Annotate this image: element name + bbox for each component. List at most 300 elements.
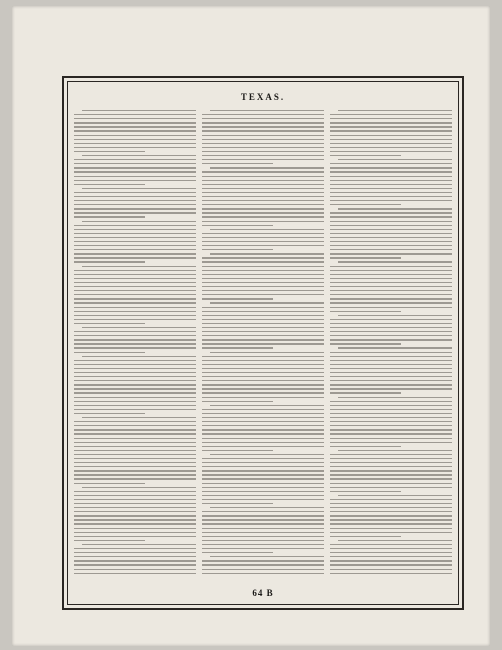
text-line <box>330 515 452 516</box>
text-line <box>330 364 452 365</box>
text-line <box>74 335 196 336</box>
text-line <box>74 331 196 332</box>
text-line <box>202 491 324 492</box>
text-line <box>330 335 452 336</box>
text-line <box>202 372 324 373</box>
text-line <box>74 323 145 324</box>
text-line <box>202 446 324 447</box>
text-line <box>330 507 452 508</box>
text-line <box>330 274 452 275</box>
text-line <box>202 380 324 381</box>
text-line <box>330 192 452 193</box>
text-line <box>210 454 324 455</box>
text-line <box>202 249 273 250</box>
text-line <box>202 319 324 320</box>
text-line <box>330 491 401 492</box>
text-line <box>330 511 452 512</box>
text-line <box>330 352 452 353</box>
text-line <box>330 233 452 234</box>
text-line <box>202 384 324 385</box>
text-line <box>330 216 452 217</box>
text-line <box>210 110 324 111</box>
text-line <box>74 528 196 529</box>
text-line <box>330 483 452 484</box>
text-line <box>202 470 324 471</box>
text-line <box>330 413 452 414</box>
text-line <box>330 569 452 570</box>
text-line <box>202 544 324 545</box>
text-line <box>74 401 196 402</box>
text-line <box>202 499 324 500</box>
text-line <box>202 515 324 516</box>
text-line <box>202 241 324 242</box>
page-number: 64 B <box>252 588 274 598</box>
text-line <box>330 167 452 168</box>
text-columns <box>74 110 452 580</box>
text-line <box>202 343 324 344</box>
text-line <box>338 495 452 496</box>
text-line <box>330 552 452 553</box>
text-line <box>330 499 452 500</box>
text-line <box>202 560 324 561</box>
text-line <box>330 470 452 471</box>
text-line <box>82 544 196 545</box>
text-line <box>330 319 452 320</box>
text-line <box>330 401 452 402</box>
text-line <box>74 171 196 172</box>
text-line <box>74 380 196 381</box>
text-line <box>202 401 273 402</box>
text-line <box>330 257 401 258</box>
text-line <box>74 114 196 115</box>
text-line <box>74 523 196 524</box>
text-line <box>210 405 324 406</box>
text-line <box>202 413 324 414</box>
text-line <box>74 212 196 213</box>
text-line <box>202 331 324 332</box>
text-line <box>74 208 196 209</box>
text-line <box>74 196 196 197</box>
text-line <box>74 548 196 549</box>
text-line <box>74 499 196 500</box>
text-line <box>74 294 196 295</box>
text-line <box>74 462 196 463</box>
text-line <box>74 413 145 414</box>
text-line <box>330 356 452 357</box>
text-line <box>338 315 452 316</box>
text-line <box>74 540 145 541</box>
text-line <box>202 548 324 549</box>
text-line <box>74 261 145 262</box>
page-title: TEXAS. <box>240 92 286 102</box>
text-line <box>202 466 324 467</box>
text-line <box>330 360 452 361</box>
text-line <box>330 438 452 439</box>
text-line <box>202 126 324 127</box>
text-line <box>210 167 324 168</box>
text-line <box>330 339 452 340</box>
text-line <box>74 409 196 410</box>
text-line <box>202 376 324 377</box>
text-line <box>330 163 452 164</box>
text-line <box>202 364 324 365</box>
text-line <box>74 319 196 320</box>
text-line <box>74 176 196 177</box>
text-line <box>338 208 452 209</box>
text-line <box>74 163 196 164</box>
text-line <box>330 392 401 393</box>
text-line <box>202 176 324 177</box>
text-line <box>74 478 196 479</box>
text-line <box>202 552 273 553</box>
text-line <box>330 122 452 123</box>
text-line <box>202 266 324 267</box>
text-line <box>330 458 452 459</box>
text-line <box>338 450 452 451</box>
text-line <box>202 487 324 488</box>
text-line <box>330 176 452 177</box>
text-line <box>202 458 324 459</box>
text-line <box>202 347 273 348</box>
text-line <box>74 151 145 152</box>
text-line <box>330 372 452 373</box>
text-column-1 <box>74 110 196 580</box>
text-line <box>202 257 324 258</box>
text-line <box>330 155 401 156</box>
text-line <box>202 392 324 393</box>
text-line <box>330 307 452 308</box>
text-line <box>330 188 452 189</box>
text-line <box>74 511 196 512</box>
text-line <box>330 139 452 140</box>
text-line <box>202 442 324 443</box>
text-line <box>330 311 401 312</box>
text-line <box>74 159 196 160</box>
text-line <box>74 282 196 283</box>
text-line <box>74 343 196 344</box>
text-line <box>74 167 196 168</box>
text-line <box>74 135 196 136</box>
text-line <box>74 495 196 496</box>
text-line <box>202 315 324 316</box>
text-line <box>330 114 452 115</box>
text-line <box>202 519 324 520</box>
text-line <box>74 421 196 422</box>
text-line <box>202 425 324 426</box>
text-line <box>82 221 196 222</box>
text-line <box>330 376 452 377</box>
text-line <box>210 352 324 353</box>
text-line <box>330 327 452 328</box>
text-line <box>202 274 324 275</box>
text-line <box>74 200 196 201</box>
text-line <box>74 311 196 312</box>
text-line <box>330 474 452 475</box>
text-line <box>330 425 452 426</box>
text-line <box>330 245 452 246</box>
text-line <box>330 147 452 148</box>
text-line <box>202 409 324 410</box>
text-line <box>74 556 196 557</box>
text-line <box>202 221 324 222</box>
text-line <box>74 433 196 434</box>
text-line <box>330 536 401 537</box>
text-line <box>210 302 324 303</box>
text-line <box>74 307 196 308</box>
text-line <box>330 294 452 295</box>
text-line <box>330 323 452 324</box>
text-line <box>338 159 452 160</box>
text-line <box>330 442 452 443</box>
text-line <box>74 184 145 185</box>
text-line <box>202 180 324 181</box>
text-line <box>74 454 196 455</box>
text-line <box>202 114 324 115</box>
text-line <box>202 245 324 246</box>
text-line <box>330 151 452 152</box>
text-line <box>202 421 324 422</box>
text-line <box>202 171 324 172</box>
text-line <box>202 118 324 119</box>
text-line <box>330 519 452 520</box>
text-line <box>330 302 452 303</box>
text-line <box>202 360 324 361</box>
text-line <box>74 552 196 553</box>
text-line <box>74 360 196 361</box>
text-line <box>74 507 196 508</box>
text-line <box>202 200 324 201</box>
text-line <box>74 347 196 348</box>
text-line <box>202 233 324 234</box>
text-line <box>330 532 452 533</box>
text-line <box>74 450 196 451</box>
text-line <box>330 503 452 504</box>
text-line <box>330 225 452 226</box>
text-line <box>74 405 196 406</box>
text-line <box>202 397 324 398</box>
text-line <box>82 110 196 111</box>
text-line <box>202 327 324 328</box>
text-line <box>338 397 452 398</box>
text-line <box>330 548 452 549</box>
text-line <box>330 433 452 434</box>
text-line <box>82 155 196 156</box>
text-line <box>74 352 145 353</box>
text-line <box>330 249 452 250</box>
text-line <box>330 290 452 291</box>
text-line <box>338 261 452 262</box>
text-line <box>202 294 324 295</box>
text-line <box>74 474 196 475</box>
text-line <box>74 233 196 234</box>
text-line <box>202 450 273 451</box>
text-line <box>202 286 324 287</box>
text-line <box>330 278 452 279</box>
text-line <box>330 282 452 283</box>
text-line <box>74 216 145 217</box>
text-line <box>202 483 324 484</box>
text-line <box>202 270 324 271</box>
text-line <box>74 532 196 533</box>
text-line <box>74 458 196 459</box>
text-line <box>202 307 324 308</box>
text-line <box>74 339 196 340</box>
text-line <box>202 433 324 434</box>
text-line <box>202 323 324 324</box>
page-border-inner <box>67 81 459 605</box>
text-line <box>202 573 324 574</box>
text-line <box>330 143 452 144</box>
text-line <box>202 216 324 217</box>
text-line <box>202 290 324 291</box>
text-line <box>330 298 452 299</box>
text-line <box>202 261 324 262</box>
text-line <box>202 130 324 131</box>
text-line <box>202 143 324 144</box>
text-line <box>74 237 196 238</box>
text-line <box>202 188 324 189</box>
text-line <box>74 298 196 299</box>
text-line <box>74 278 196 279</box>
text-line <box>330 253 452 254</box>
text-line <box>74 392 196 393</box>
text-line <box>82 327 196 328</box>
text-line <box>210 253 324 254</box>
text-line <box>74 536 196 537</box>
text-line <box>330 446 401 447</box>
text-line <box>330 556 452 557</box>
text-line <box>202 282 324 283</box>
text-column-2 <box>202 110 324 580</box>
text-line <box>74 241 196 242</box>
text-line <box>338 540 452 541</box>
text-line <box>330 237 452 238</box>
text-line <box>74 376 196 377</box>
text-line <box>74 274 196 275</box>
text-line <box>210 507 324 508</box>
text-line <box>74 204 196 205</box>
text-line <box>82 266 196 267</box>
text-line <box>202 237 324 238</box>
text-line <box>330 487 452 488</box>
text-line <box>74 315 196 316</box>
text-line <box>330 384 452 385</box>
text-line <box>202 462 324 463</box>
text-line <box>330 544 452 545</box>
text-line <box>330 204 401 205</box>
text-line <box>330 331 452 332</box>
text-line <box>82 417 196 418</box>
text-line <box>330 266 452 267</box>
text-line <box>330 523 452 524</box>
text-line <box>74 470 196 471</box>
text-line <box>202 429 324 430</box>
text-line <box>338 110 452 111</box>
text-line <box>202 335 324 336</box>
text-line <box>330 286 452 287</box>
text-line <box>202 196 324 197</box>
text-line <box>74 290 196 291</box>
text-line <box>202 163 273 164</box>
text-line <box>202 478 324 479</box>
text-line <box>202 212 324 213</box>
text-line <box>202 503 273 504</box>
text-line <box>74 560 196 561</box>
text-line <box>74 372 196 373</box>
text-line <box>74 270 196 271</box>
text-line <box>74 491 196 492</box>
text-line <box>74 118 196 119</box>
text-line <box>202 536 324 537</box>
text-line <box>74 503 196 504</box>
text-line <box>330 462 452 463</box>
text-line <box>74 302 196 303</box>
text-line <box>74 130 196 131</box>
text-line <box>330 405 452 406</box>
text-line <box>330 368 452 369</box>
text-line <box>330 270 452 271</box>
text-line <box>74 446 196 447</box>
text-line <box>74 245 196 246</box>
text-line <box>330 118 452 119</box>
text-line <box>202 511 324 512</box>
text-line <box>74 229 196 230</box>
text-line <box>202 540 324 541</box>
text-line <box>82 356 196 357</box>
text-line <box>74 122 196 123</box>
text-line <box>74 438 196 439</box>
text-line <box>202 192 324 193</box>
text-line <box>330 212 452 213</box>
text-line <box>74 139 196 140</box>
text-line <box>330 200 452 201</box>
text-line <box>74 519 196 520</box>
text-line <box>74 483 145 484</box>
text-line <box>202 147 324 148</box>
text-line <box>330 528 452 529</box>
text-line <box>330 573 452 574</box>
text-line <box>74 225 196 226</box>
text-line <box>82 487 196 488</box>
text-line <box>74 192 196 193</box>
text-column-3 <box>330 110 452 580</box>
text-line <box>74 569 196 570</box>
text-line <box>74 425 196 426</box>
text-line <box>330 380 452 381</box>
text-line <box>202 298 273 299</box>
text-line <box>74 564 196 565</box>
text-line <box>74 573 196 574</box>
text-line <box>210 556 324 557</box>
text-line <box>330 417 452 418</box>
text-line <box>74 442 196 443</box>
text-line <box>74 388 196 389</box>
text-line <box>330 409 452 410</box>
text-line <box>330 130 452 131</box>
text-line <box>202 417 324 418</box>
text-line <box>202 278 324 279</box>
text-line <box>202 532 324 533</box>
text-line <box>74 253 196 254</box>
text-line <box>74 397 196 398</box>
page-border <box>62 76 464 610</box>
text-line <box>202 368 324 369</box>
text-line <box>74 515 196 516</box>
text-line <box>202 339 324 340</box>
text-line <box>74 126 196 127</box>
text-line <box>202 474 324 475</box>
scanned-page <box>12 6 490 646</box>
